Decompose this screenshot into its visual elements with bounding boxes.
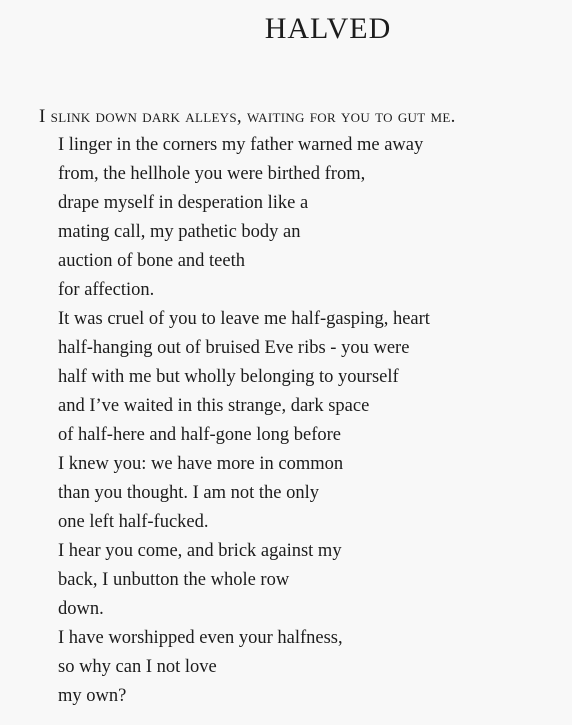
poem-line: and I’ve waited in this strange, dark space [58,396,370,416]
poem-line: of half-here and half-gone long before [58,425,342,445]
poem-line: than you thought. I am not the only [58,483,320,503]
poem-line: I hear you come, and brick against my [58,541,342,561]
poem-line: mating call, my pathetic body an [58,222,301,242]
poem-line: one left half-fucked. [58,512,209,532]
poem-title: HALVED [264,12,392,45]
poem-line: auction of bone and teeth [58,251,245,271]
poem-line: back, I unbutton the whole row [58,570,290,590]
poem-line: down. [58,599,104,619]
poem-body [39,102,559,711]
poem-line: my own? [58,686,127,706]
poem-line: I linger in the corners my father warned me away [58,135,424,155]
poem-line: It was cruel of you to leave me half-gasping, heart [58,309,430,329]
poem-line: I have worshipped even your halfness, [58,628,343,648]
poem-line: so why can I not love [58,657,217,677]
poem-line: I knew you: we have more in common [58,454,344,474]
poem-line: from, the hellhole you were birthed from, [58,164,366,184]
poem-line: drape myself in desperation like a [58,193,309,213]
poem-line: half with me but wholly belonging to yourself [58,367,399,387]
poem-first-line: I slink down dark alleys, waiting for you to gut me. [39,106,456,127]
poem-line: half-hanging out of bruised Eve ribs - you were [58,338,410,358]
poem-line: for affection. [58,280,155,300]
